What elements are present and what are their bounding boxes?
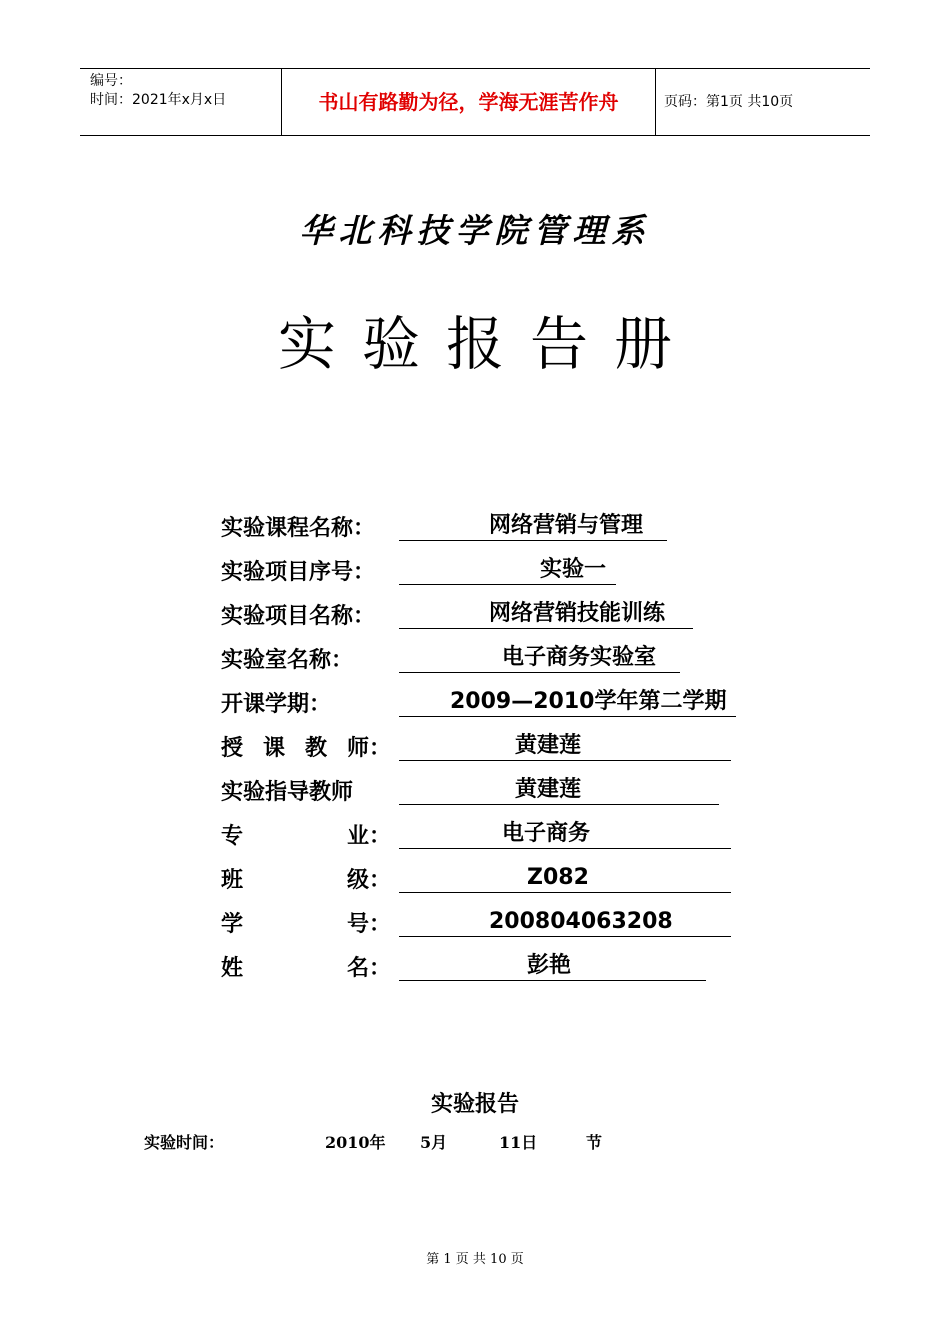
major-label: 专 业： <box>221 824 391 849</box>
header-meta <box>80 69 282 135</box>
report-section: 节 <box>586 1133 603 1152</box>
course-value: 网络营销与管理 <box>399 511 667 541</box>
form-row-name <box>221 945 841 989</box>
form-row-teacher <box>221 725 841 769</box>
name-value: 彭艳 <box>399 951 706 981</box>
form-row-term <box>221 681 841 725</box>
course-label: 实验课程名称： <box>221 516 376 541</box>
student-no-value: 200804063208 <box>399 907 731 937</box>
item-no-value: 实验一 <box>399 555 616 585</box>
report-year: 2010年 <box>325 1133 386 1152</box>
page-footer: 第 1 页 共 10 页 <box>426 1252 524 1267</box>
form-row-course <box>221 505 841 549</box>
page-header <box>80 68 870 136</box>
teacher-label: 授 课 教 师： <box>221 736 391 761</box>
student-no-label: 学 号： <box>221 912 391 937</box>
term-value: 2009—2010学年第二学期 <box>399 687 736 717</box>
item-name-value: 网络营销技能训练 <box>399 599 693 629</box>
name-label: 姓 名： <box>221 956 391 981</box>
form-row-lab <box>221 637 841 681</box>
term-label: 开课学期： <box>221 692 332 717</box>
class-label: 班 级： <box>221 868 391 893</box>
header-motto: 书山有路勤为径，学海无涯苦作舟 <box>282 69 656 135</box>
form-row-class <box>221 857 841 901</box>
header-page-info: 页码：第1页 共10页 <box>664 94 794 110</box>
form-row-major <box>221 813 841 857</box>
lab-value: 电子商务实验室 <box>399 643 680 673</box>
report-title: 实验报告 <box>430 1092 519 1117</box>
form-row-student-no <box>221 901 841 945</box>
major-value: 电子商务 <box>399 819 731 849</box>
class-value: Z082 <box>399 863 731 893</box>
time-label: 时间：2021年x月x日 <box>90 92 227 108</box>
report-day: 11日 <box>499 1133 538 1152</box>
guide-label: 实验指导教师 <box>221 780 354 805</box>
item-no-label: 实验项目序号： <box>221 560 376 585</box>
number-label: 编号： <box>90 73 132 89</box>
report-month: 5月 <box>420 1133 448 1152</box>
report-time-label: 实验时间： <box>144 1133 225 1152</box>
form-row-item-name <box>221 593 841 637</box>
info-form <box>221 505 841 989</box>
form-row-guide <box>221 769 841 813</box>
book-title: 实验报告册 <box>277 310 698 378</box>
college-name: 华北科技学院管理系 <box>299 211 651 250</box>
teacher-value: 黄建莲 <box>399 731 731 761</box>
guide-value: 黄建莲 <box>399 775 719 805</box>
lab-label: 实验室名称： <box>221 648 354 673</box>
item-name-label: 实验项目名称： <box>221 604 376 629</box>
form-row-item-no <box>221 549 841 593</box>
